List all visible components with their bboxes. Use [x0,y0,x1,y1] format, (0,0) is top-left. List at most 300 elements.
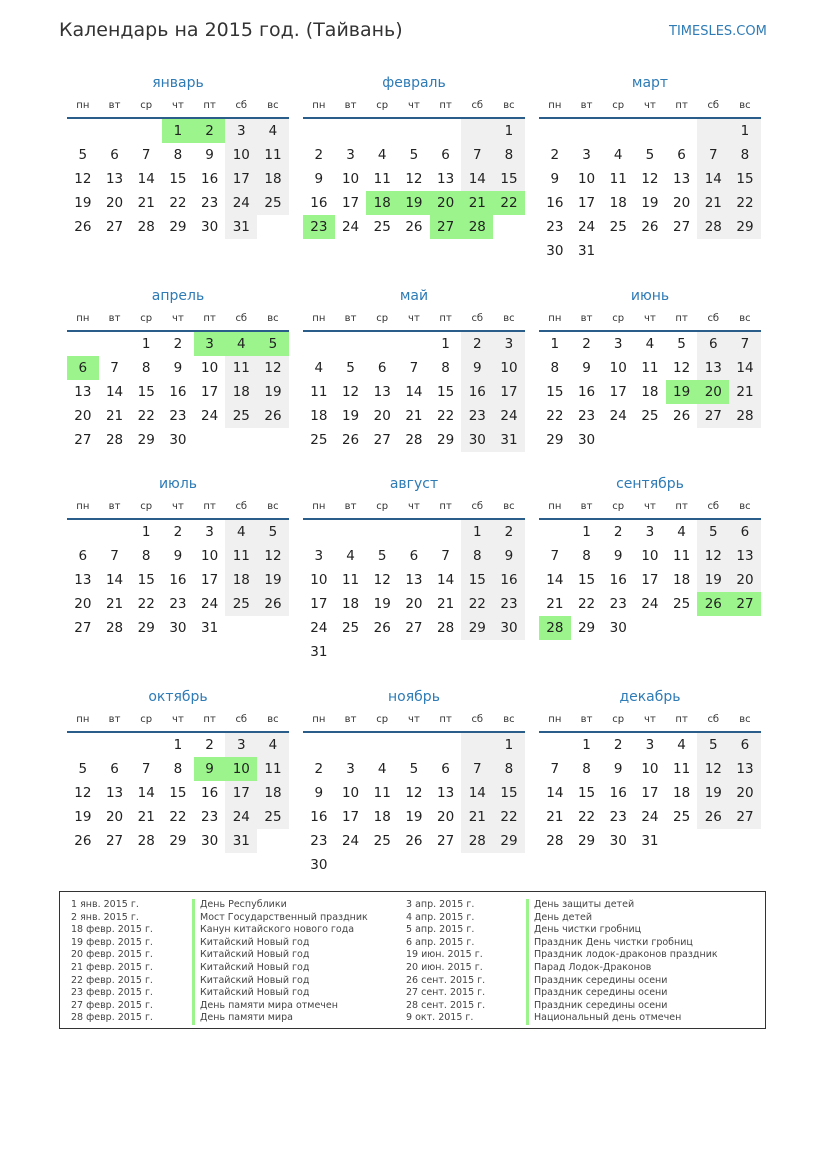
day-cell: 12 [74,171,92,187]
day-cell: 24 [609,408,627,424]
day-cell: 7 [441,548,450,564]
legend-holiday-name: Китайский Новый год [192,962,368,975]
legend-date: 4 апр. 2015 г. [406,911,475,923]
legend-date: 27 сент. 2015 г. [406,987,486,999]
legend-holiday-name: Китайский Новый год [192,987,368,1000]
day-cell: 23 [201,809,219,825]
day-cell: 21 [729,380,761,404]
day-cell: 1 [493,119,525,143]
day-cell: 27 [74,432,92,448]
day-cell: 11 [341,572,360,588]
weekday-label: пн [76,714,90,725]
holiday-day: 19 [398,191,430,215]
day-cell: 18 [609,195,627,211]
legend-holiday-name: Китайский Новый год [192,975,368,988]
blank-cell [366,332,398,356]
day-cell: 5 [257,520,289,544]
month-name: сентябрь [616,476,684,492]
day-cell: 1 [493,733,525,757]
day-cell: 13 [105,785,124,801]
weekday-label: пт [439,501,452,512]
day-cell: 24 [341,219,360,235]
day-cell: 12 [74,785,92,801]
day-cell: 21 [461,805,493,829]
day-cell: 2 [493,520,525,544]
month-0 [67,73,289,239]
legend-date: 18 февр. 2015 г. [71,924,153,936]
day-cell: 1 [582,737,591,753]
day-cell: 26 [257,592,289,616]
day-cell: 1 [141,524,151,540]
day-cell: 25 [341,620,360,636]
weekday-label: ср [376,501,389,512]
weekday-label: пт [439,714,452,725]
legend-date: 21 февр. 2015 г. [71,961,153,973]
day-cell: 10 [201,360,219,376]
day-cell: 1 [582,524,591,540]
day-cell: 1 [441,336,450,352]
day-cell: 12 [341,384,360,400]
weekday-label: пт [675,714,688,725]
weekday-header [67,97,289,119]
day-cell: 30 [609,833,627,849]
weekday-label: пн [76,100,90,111]
holiday-day: 6 [67,356,99,380]
day-cell: 10 [310,572,328,588]
holiday-day: 1 [162,119,194,143]
day-cell: 10 [577,171,596,187]
day-cell: 27 [437,833,455,849]
day-cell: 28 [729,404,761,428]
month-4 [303,286,525,452]
day-cell: 25 [673,596,691,612]
day-cell: 6 [110,761,119,777]
day-cell: 18 [673,785,691,801]
day-cell: 8 [729,143,761,167]
weekday-label: пт [675,100,688,111]
weekday-header [303,310,525,332]
day-cell: 23 [609,596,627,612]
blank-cell [697,119,729,143]
legend-date: 20 февр. 2015 г. [71,949,153,961]
day-cell: 15 [546,384,564,400]
weekday-label: вт [344,501,357,512]
day-cell: 14 [729,356,761,380]
legend-dates-left [71,899,153,1025]
blank-cell [461,119,493,143]
legend-date: 9 окт. 2015 г. [406,1012,474,1024]
weekday-label: ср [140,100,153,111]
month-2 [539,73,761,263]
weekday-label: вт [344,714,357,725]
weekday-label: вт [580,714,593,725]
weekday-header [67,711,289,733]
blank-cell [99,119,131,143]
weekday-header [67,310,289,332]
day-cell: 19 [641,195,659,211]
day-cell: 1 [461,520,493,544]
day-cell: 3 [225,119,257,143]
legend-date: 26 сент. 2015 г. [406,974,486,986]
blank-cell [303,332,335,356]
weekday-header [539,498,761,520]
holiday-day: 26 [697,592,729,616]
day-cell: 6 [729,520,761,544]
day-cell: 13 [74,384,92,400]
day-cell: 31 [577,243,596,259]
day-cell: 9 [314,171,324,187]
day-cell: 25 [225,592,257,616]
day-cell: 17 [641,785,659,801]
weekday-label: чт [172,501,184,512]
day-cell: 7 [110,360,119,376]
legend-holiday-name: Канун китайского нового года [192,924,368,937]
day-cell: 13 [373,384,391,400]
day-cell: 11 [225,356,257,380]
day-cell: 2 [461,332,493,356]
holiday-day: 22 [493,191,525,215]
day-cell: 5 [697,520,729,544]
blank-cell [430,733,462,757]
day-cell: 26 [697,805,729,829]
blank-cell [571,119,603,143]
legend-holiday-name: Китайский Новый год [192,949,368,962]
month-name: декабрь [619,689,681,705]
day-cell: 17 [493,380,525,404]
day-cell: 26 [405,219,423,235]
legend-date: 23 февр. 2015 г. [71,987,153,999]
day-cell: 23 [310,833,328,849]
day-cell: 29 [577,620,596,636]
weekday-label: пт [675,501,688,512]
day-cell: 21 [105,408,124,424]
day-grid [539,119,761,263]
blank-cell [398,119,430,143]
weekday-label: чт [644,501,656,512]
day-cell: 29 [577,833,596,849]
day-cell: 21 [697,191,729,215]
day-cell: 7 [141,761,151,777]
day-cell: 26 [405,833,423,849]
day-cell: 15 [137,384,155,400]
blank-cell [366,733,398,757]
weekday-label: пн [76,313,90,324]
holiday-day: 28 [539,616,571,640]
day-cell: 20 [405,596,423,612]
day-cell: 16 [201,785,219,801]
day-cell: 27 [373,432,391,448]
day-cell: 21 [105,596,124,612]
weekday-header [303,498,525,520]
day-cell: 6 [441,761,450,777]
weekday-label: пн [548,313,562,324]
day-cell: 16 [546,195,564,211]
day-cell: 26 [641,219,659,235]
day-cell: 29 [137,620,155,636]
day-cell: 24 [341,833,360,849]
weekday-label: вт [108,313,121,324]
day-cell: 12 [257,544,289,568]
day-cell: 11 [641,360,659,376]
legend-date: 1 янв. 2015 г. [71,899,139,910]
day-cell: 19 [74,195,92,211]
weekday-label: пт [203,313,216,324]
site-link[interactable]: TIMESLES.COM [669,24,767,39]
day-cell: 22 [577,809,596,825]
weekday-label: пн [312,313,326,324]
day-cell: 23 [169,596,187,612]
day-cell: 15 [577,785,596,801]
day-cell: 9 [550,171,560,187]
day-cell: 26 [341,432,360,448]
blank-cell [398,332,430,356]
weekday-label: ср [140,501,153,512]
day-cell: 7 [409,360,419,376]
day-cell: 2 [550,147,560,163]
day-cell: 16 [577,384,596,400]
day-cell: 16 [493,568,525,592]
blank-cell [67,119,99,143]
blank-cell [634,119,666,143]
day-cell: 12 [673,360,691,376]
weekday-label: вт [344,100,357,111]
weekday-label: пт [203,714,216,725]
month-10 [303,687,525,877]
day-cell: 27 [729,805,761,829]
day-cell: 4 [677,737,686,753]
day-cell: 5 [377,548,387,564]
holiday-day: 3 [194,332,226,356]
day-grid [67,733,289,853]
day-cell: 29 [729,215,761,239]
blank-cell [99,332,131,356]
day-cell: 19 [405,809,423,825]
blank-cell [67,332,99,356]
day-cell: 10 [201,548,219,564]
day-cell: 15 [461,568,493,592]
weekday-label: вт [344,313,357,324]
day-cell: 5 [409,147,419,163]
day-cell: 5 [677,336,686,352]
day-cell: 21 [137,195,155,211]
day-cell: 18 [225,380,257,404]
blank-cell [335,119,367,143]
weekday-label: вс [503,313,515,324]
day-cell: 15 [169,785,187,801]
day-cell: 15 [493,781,525,805]
day-cell: 8 [582,548,591,564]
day-cell: 4 [257,119,289,143]
day-cell: 27 [105,833,124,849]
day-grid [67,119,289,239]
weekday-label: вс [503,714,515,725]
day-grid [303,520,525,664]
day-cell: 18 [373,809,391,825]
day-grid [539,520,761,640]
day-cell: 30 [546,243,564,259]
day-cell: 1 [729,119,761,143]
day-cell: 21 [405,408,423,424]
day-cell: 30 [201,219,219,235]
day-cell: 6 [441,147,450,163]
weekday-header [539,711,761,733]
day-cell: 13 [437,171,455,187]
day-cell: 5 [697,733,729,757]
day-cell: 9 [205,147,214,163]
day-cell: 23 [609,809,627,825]
day-cell: 2 [314,147,324,163]
day-grid [67,332,289,452]
weekday-label: чт [408,313,420,324]
day-cell: 28 [137,833,155,849]
weekday-label: вс [267,313,279,324]
weekday-label: вс [739,714,751,725]
blank-cell [398,520,430,544]
blank-cell [539,520,571,544]
day-cell: 3 [314,548,324,564]
day-cell: 14 [546,572,564,588]
day-cell: 8 [461,544,493,568]
day-cell: 24 [577,219,596,235]
day-cell: 13 [437,785,455,801]
legend-date: 22 февр. 2015 г. [71,974,153,986]
weekday-label: чт [172,100,184,111]
weekday-header [67,498,289,520]
holiday-day: 20 [430,191,462,215]
day-cell: 8 [550,360,560,376]
day-cell: 9 [613,761,623,777]
day-cell: 31 [225,829,257,853]
holiday-day: 9 [194,757,226,781]
holiday-day: 19 [666,380,698,404]
day-cell: 29 [493,829,525,853]
legend-holiday-name: День защиты детей [526,899,718,912]
weekday-label: вт [580,313,593,324]
day-cell: 16 [609,785,627,801]
day-cell: 12 [405,171,423,187]
month-8 [539,474,761,640]
weekday-label: пт [439,100,452,111]
day-cell: 7 [110,548,119,564]
day-cell: 6 [377,360,387,376]
day-cell: 26 [373,620,391,636]
weekday-label: пн [548,501,562,512]
day-cell: 4 [225,520,257,544]
day-cell: 29 [461,616,493,640]
legend-holiday-name: Китайский Новый год [192,937,368,950]
day-cell: 13 [74,572,92,588]
day-cell: 11 [673,548,691,564]
day-cell: 9 [613,548,623,564]
day-cell: 5 [645,147,655,163]
holiday-day: 2 [194,119,226,143]
day-cell: 30 [169,620,187,636]
blank-cell [67,520,99,544]
legend-names-right [526,899,718,1025]
day-cell: 6 [677,147,686,163]
day-cell: 17 [225,167,257,191]
weekday-header [539,97,761,119]
day-cell: 23 [493,592,525,616]
day-cell: 22 [169,809,187,825]
weekday-label: ср [376,100,389,111]
day-cell: 10 [641,548,659,564]
day-cell: 29 [437,432,455,448]
weekday-label: сб [235,501,248,512]
day-cell: 17 [341,195,360,211]
legend-date: 3 апр. 2015 г. [406,899,475,910]
day-cell: 3 [582,147,591,163]
weekday-label: чт [408,501,420,512]
weekday-label: вс [739,501,751,512]
weekday-label: пн [548,714,562,725]
day-cell: 21 [546,809,564,825]
day-cell: 15 [137,572,155,588]
blank-cell [666,119,698,143]
legend-holiday-name: Национальный день отмечен [526,1012,718,1025]
day-cell: 30 [310,857,328,873]
day-cell: 14 [137,785,155,801]
blank-cell [130,733,162,757]
weekday-label: вс [739,313,751,324]
day-cell: 13 [729,757,761,781]
blank-cell [430,119,462,143]
legend-holiday-name: Праздник День чистки гробниц [526,937,718,950]
day-cell: 17 [341,809,360,825]
day-cell: 18 [310,408,328,424]
day-cell: 4 [645,336,655,352]
weekday-label: пт [203,100,216,111]
day-cell: 9 [461,356,493,380]
day-cell: 6 [409,548,419,564]
day-cell: 23 [169,408,187,424]
blank-cell [303,520,335,544]
day-cell: 26 [257,404,289,428]
day-cell: 7 [729,332,761,356]
blank-cell [303,119,335,143]
day-cell: 27 [673,219,691,235]
weekday-label: чт [172,313,184,324]
day-cell: 22 [577,596,596,612]
legend-holiday-name: Парад Лодок-Драконов [526,962,718,975]
weekday-label: чт [644,100,656,111]
day-cell: 2 [205,737,214,753]
day-cell: 28 [546,833,564,849]
weekday-label: вт [108,501,121,512]
weekday-label: сб [471,714,484,725]
day-cell: 4 [377,761,387,777]
day-cell: 3 [346,147,355,163]
day-cell: 2 [613,524,623,540]
day-cell: 19 [697,568,729,592]
day-cell: 16 [609,572,627,588]
day-cell: 11 [609,171,627,187]
day-cell: 2 [173,524,183,540]
day-cell: 19 [341,408,360,424]
holiday-day: 4 [225,332,257,356]
legend-holiday-name: Праздник середины осени [526,975,718,988]
weekday-label: ср [140,313,153,324]
day-cell: 29 [169,219,187,235]
weekday-label: вс [267,100,279,111]
weekday-header [539,310,761,332]
day-cell: 14 [105,384,124,400]
day-cell: 17 [609,384,627,400]
day-cell: 28 [105,432,124,448]
legend-date: 5 апр. 2015 г. [406,924,475,936]
weekday-label: пт [439,313,452,324]
day-cell: 3 [205,524,214,540]
